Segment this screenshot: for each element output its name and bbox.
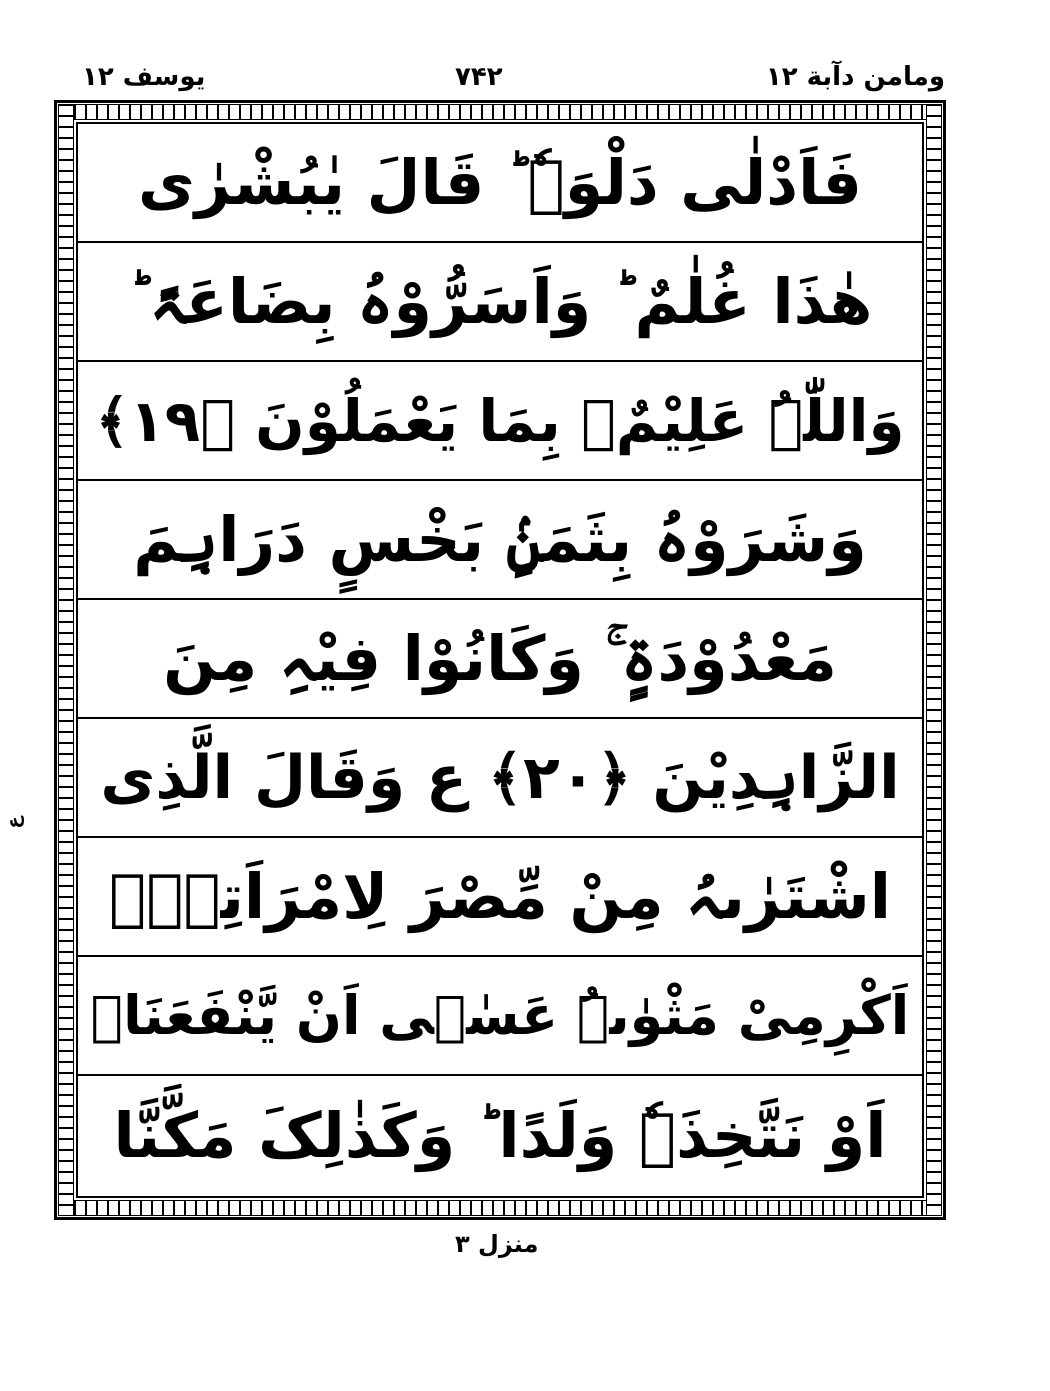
header-surah-title: یوسف ۱۲: [82, 62, 206, 92]
verse-text: اَکْرِمِیْ مَثْوٰىہُ عَسٰۤی اَنْ یَّنْفَعَنَاۤ: [90, 984, 910, 1047]
verse-line-4: [78, 481, 922, 600]
verse-text: فَاَدْلٰی دَلْوَہٗ ؕ قَالَ یٰبُشْرٰی: [138, 146, 862, 219]
left-chain-border: [58, 104, 74, 1216]
verse-line-9: [78, 1076, 922, 1195]
verse-line-5: [78, 600, 922, 719]
verse-line-2: [78, 243, 922, 362]
verse-line-6: [78, 719, 922, 838]
verse-text: الزَّاہِدِیْنَ ﴿۲۰﴾ ع وَقَالَ الَّذِی: [100, 742, 900, 813]
verse-text: اشْتَرٰىہُ مِنْ مِّصْرَ لِامْرَاَتِہٖۤ: [109, 860, 891, 933]
page-number: ۷۴۲: [455, 62, 503, 92]
verse-text: وَاللّٰہُ عَلِیْمٌۢ بِمَا یَعْمَلُوْنَ ﴿۱۹﴾: [95, 386, 905, 455]
verse-text: مَعْدُوْدَۃٍ ۚ وَکَانُوْا فِیْہِ مِنَ: [163, 621, 837, 695]
right-chain-border: [926, 104, 942, 1216]
verse-line-8: [78, 957, 922, 1076]
verse-text: ھٰذَا غُلٰمٌ ؕ وَاَسَرُّوْہُ بِضَاعَۃً ؕ: [127, 265, 873, 338]
verse-text: اَوْ نَتَّخِذَہٗ وَلَدًا ؕ وَکَذٰلِکَ مَکَّنَّا: [113, 1099, 887, 1172]
verse-line-1: [78, 124, 922, 243]
bottom-chain-border: [74, 1200, 926, 1216]
header-juz-title: ومامن دآبة ۱۲: [765, 62, 945, 92]
ruku-margin-mark: ع: [3, 816, 25, 829]
top-chain-border: [74, 104, 926, 120]
verse-text: وَشَرَوْہُ بِثَمَنٍۢ بَخْسٍ دَرَاہِمَ: [133, 503, 867, 576]
manzil-footer: منزل ۳: [455, 1230, 539, 1258]
verse-line-7: [78, 838, 922, 957]
verse-line-3: [78, 362, 922, 481]
